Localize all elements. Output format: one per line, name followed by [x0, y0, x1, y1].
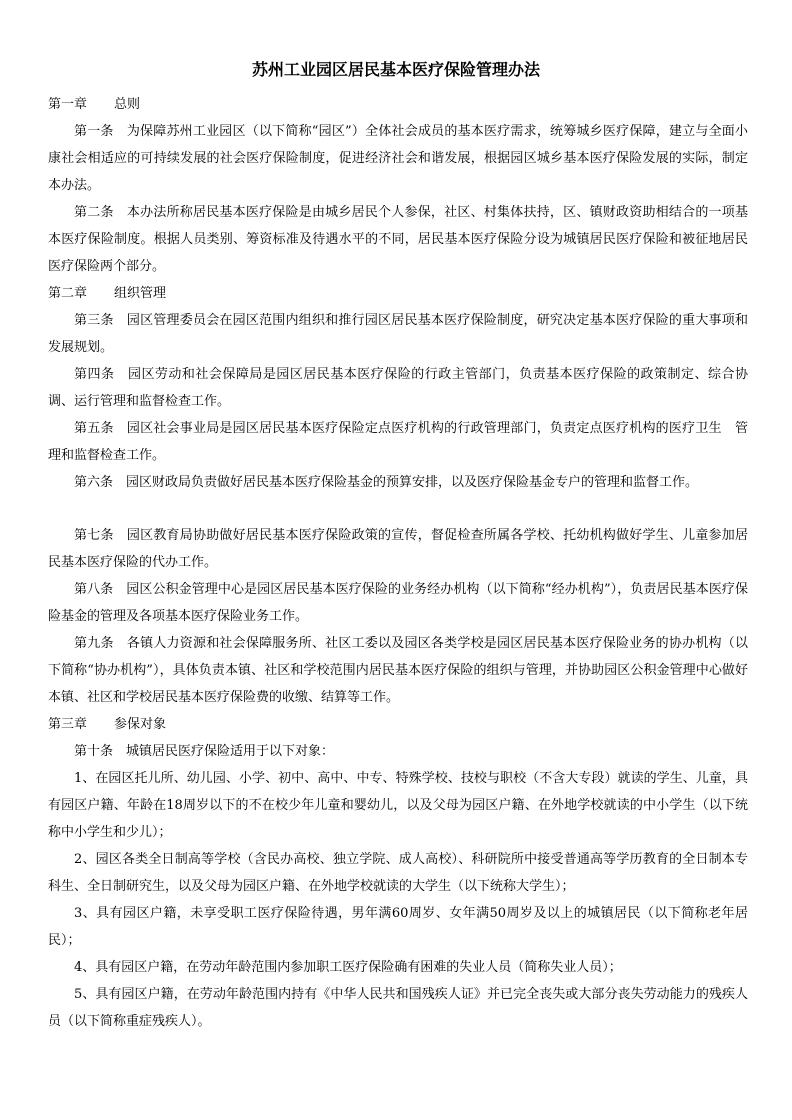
paragraph-gap — [48, 496, 748, 522]
article-paragraph: 第一条 为保障苏州工业园区（以下简称“园区”）全体社会成员的基本医疗需求，统筹城乡医疗保障，建立与全面小康社会相适应的可持续发展的社会医疗保险制度，促进经济社会和谐发展，根据园区城乡基本医疗保险发展的实际，制定本办法。 — [48, 124, 748, 193]
document-title: 苏州工业园区居民基本医疗保险管理办法 — [251, 60, 540, 79]
chapter-heading — [48, 711, 748, 738]
chapter-name: 参保对象 — [114, 717, 167, 732]
list-item: 3、具有园区户籍，未享受职工医疗保险待遇，男年满60周岁、女年满50周岁及以上的城镇居民（以下简称老年居民）； — [48, 906, 748, 948]
chapter-heading — [48, 280, 748, 307]
list-item: 1、在园区托儿所、幼儿园、小学、初中、高中、中专、特殊学校、技校与职校（不含大专段）就读的学生、儿童，具有园区户籍、年龄在18周岁以下的不在校少年儿童和婴幼儿，以及父母为园区户籍、在外地学校就读的中小学生（以下统称中小学生和少儿）； — [48, 771, 748, 840]
article-paragraph: 第三条 园区管理委员会在园区范围内组织和推行园区居民基本医疗保险制度，研究决定基本医疗保险的重大事项和发展规划。 — [48, 313, 748, 355]
list-item: 4、具有园区户籍，在劳动年龄范围内参加职工医疗保险确有困难的失业人员（简称失业人员）； — [74, 960, 622, 975]
chapter-number: 第三章 — [48, 717, 88, 732]
chapter-number: 第二章 — [48, 286, 88, 301]
article-paragraph: 第十条 城镇居民医疗保险适用于以下对象： — [74, 744, 335, 759]
list-item: 5、具有园区户籍，在劳动年龄范围内持有《中华人民共和国残疾人证》并已完全丧失或大部分丧失劳动能力的残疾人员（以下简称重症残疾人）。 — [48, 987, 748, 1029]
chapter-number: 第一章 — [48, 97, 88, 112]
article-paragraph: 第七条 园区教育局协助做好居民基本医疗保险政策的宣传，督促检查所属各学校、托幼机构做好学生、儿童参加居民基本医疗保险的代办工作。 — [48, 528, 748, 570]
article-paragraph: 第六条 园区财政局负责做好居民基本医疗保险基金的预算安排，以及医疗保险基金专户的管理和监督工作。 — [74, 475, 699, 490]
list-item: 2、园区各类全日制高等学校（含民办高校、独立学院、成人高校）、科研院所中接受普通高等学历教育的全日制本专科生、全日制研究生，以及父母为园区户籍、在外地学校就读的大学生（以下统称大学生）； — [48, 852, 748, 894]
article-paragraph: 第五条 园区社会事业局是园区居民基本医疗保险定点医疗机构的行政管理部门，负责定点医疗机构的医疗卫生 管理和监督检查工作。 — [48, 421, 748, 463]
chapter-name: 总则 — [114, 97, 141, 112]
document-body — [48, 91, 748, 1035]
article-paragraph: 第二条 本办法所称居民基本医疗保险是由城乡居民个人参保，社区、村集体扶持，区、镇财政资助相结合的一项基本医疗保险制度。根据人员类别、筹资标准及待遇水平的不同，居民基本医疗保险分设为城镇居民医疗保险和被征地居民医疗保险两个部分。 — [48, 205, 748, 274]
article-paragraph: 第四条 园区劳动和社会保障局是园区居民基本医疗保险的行政主管部门，负责基本医疗保险的政策制定、综合协调、运行管理和监督检查工作。 — [48, 367, 748, 409]
chapter-name: 组织管理 — [114, 286, 167, 301]
article-paragraph: 第八条 园区公积金管理中心是园区居民基本医疗保险的业务经办机构（以下简称“经办机构”），负责居民基本医疗保险基金的管理及各项基本医疗保险业务工作。 — [48, 582, 748, 624]
chapter-heading — [48, 91, 748, 118]
article-paragraph: 第九条 各镇人力资源和社会保障服务所、社区工委以及园区各类学校是园区居民基本医疗保险业务的协办机构（以下简称“协办机构”），具体负责本镇、社区和学校范围内居民基本医疗保险的组织与管理，并协助园区公积金管理中心做好本镇、社区和学校居民基本医疗保险费的收缴、结算等工作。 — [48, 636, 748, 705]
